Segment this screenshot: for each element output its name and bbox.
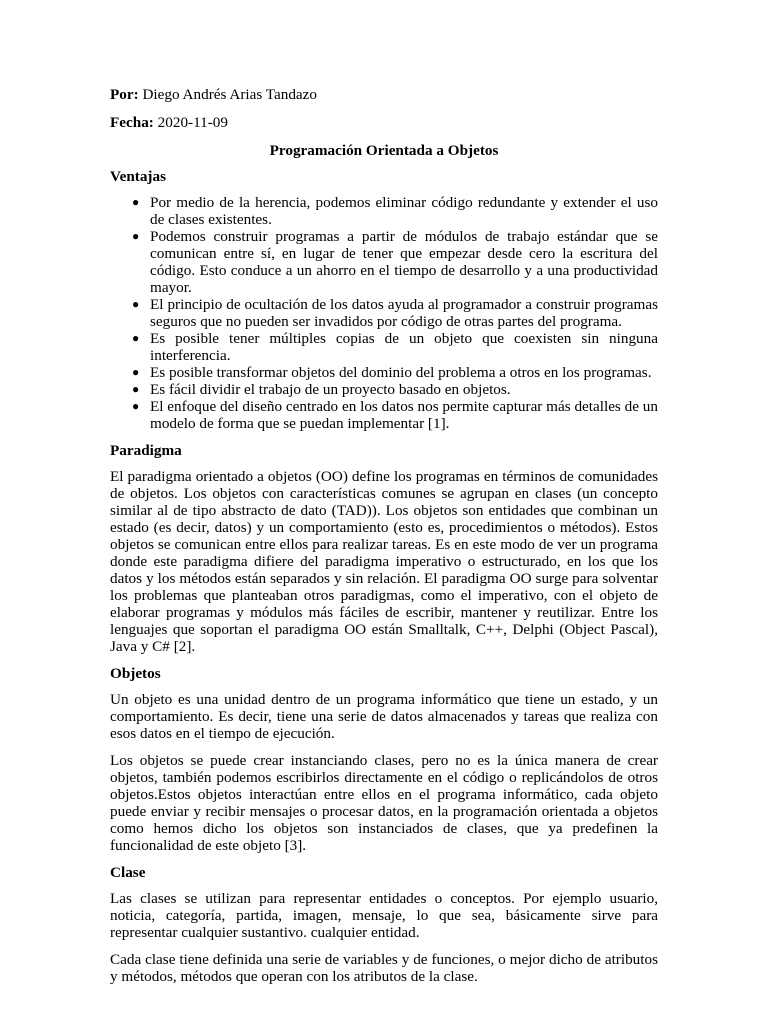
list-item <box>132 398 658 432</box>
list-item <box>132 194 658 228</box>
author-line <box>110 86 658 103</box>
date-label: Fecha: <box>110 114 154 131</box>
bullet-icon: ● <box>132 365 140 379</box>
bullet-icon: ● <box>132 229 140 243</box>
list-item <box>132 364 658 381</box>
author-label: Por: <box>110 86 139 103</box>
list-item-text: Es posible transformar objetos del dominio del problema a otros en los programas. <box>150 364 652 381</box>
heading-objetos: Objetos <box>110 665 161 682</box>
bullet-icon: ● <box>132 399 140 413</box>
list-item <box>132 381 658 398</box>
list-item <box>132 228 658 296</box>
author-value: Diego Andrés Arias Tandazo <box>142 86 318 103</box>
clase-paragraph-1: Las clases se utilizan para representar entidades o conceptos. Por ejemplo usuario, noticia, categoría, partida, imagen, mensaje, lo que sea, básicamente sirve para representar cualquier sustantivo. cualquier entidad. <box>110 890 658 941</box>
objetos-paragraph-2: Los objetos se puede crear instanciando clases, pero no es la única manera de crear objetos, también podemos escribirlos directamente en el código o replicándolos de otros objetos.Estos objetos interactúan entre ellos en el programa informático, cada objeto puede enviar y recibir mensajes o procesar datos, en la programación orientada a objetos como hemos dicho los objetos son instanciados de clases, que ya predefinen la funcionalidad de este objeto [3]. <box>110 752 658 854</box>
bullet-icon: ● <box>132 297 140 311</box>
bullet-icon: ● <box>132 195 140 209</box>
list-item-text: Por medio de la herencia, podemos eliminar código redundante y extender el uso de clases existentes. <box>150 194 658 228</box>
list-item-text: El enfoque del diseño centrado en los datos nos permite capturar más detalles de un modelo de forma que se puedan implementar [1]. <box>150 398 658 432</box>
ventajas-list <box>110 194 658 432</box>
clase-paragraph-2: Cada clase tiene definida una serie de variables y de funciones, o mejor dicho de atributos y métodos, métodos que operan con los atributos de la clase. <box>110 951 658 985</box>
date-value: 2020-11-09 <box>157 114 228 131</box>
heading-clase: Clase <box>110 864 146 881</box>
list-item-text: El principio de ocultación de los datos ayuda al programador a construir programas seguros que no pueden ser invadidos por código de otras partes del programa. <box>150 296 658 330</box>
paradigma-paragraph: El paradigma orientado a objetos (OO) define los programas en términos de comunidades de objetos. Los objetos con características comunes se agrupan en clases (un concepto similar al de tipo abstracto de dato (TAD)). Los objetos son entidades que combinan un estado (es decir, datos) y un comportamiento (esto es, procedimientos o métodos). Estos objetos se comunican entre ellos para realizar tareas. Es en este modo de ver un programa donde este paradigma difiere del paradigma imperativo o estructurado, en los que los datos y los métodos están separados y sin relación. El paradigma OO surge para solventar los problemas que planteaban otros paradigmas, como el imperativo, con el objeto de elaborar programas y módulos más fáciles de escribir, mantener y reutilizar. Entre los lenguajes que soportan el paradigma OO están Smalltalk, C++, Delphi (Object Pascal), Java y C# [2]. <box>110 468 658 655</box>
document-title: Programación Orientada a Objetos <box>269 142 499 159</box>
list-item-text: Es fácil dividir el trabajo de un proyecto basado en objetos. <box>150 381 511 398</box>
heading-ventajas: Ventajas <box>110 168 166 185</box>
list-item <box>132 296 658 330</box>
list-item-text: Es posible tener múltiples copias de un objeto que coexisten sin ninguna interferencia. <box>150 330 658 364</box>
objetos-paragraph-1: Un objeto es una unidad dentro de un programa informático que tiene un estado, y un comportamiento. Es decir, tiene una serie de datos almacenados y tareas que realiza con esos datos en el tiempo de ejecución. <box>110 691 658 742</box>
list-item <box>132 330 658 364</box>
heading-paradigma: Paradigma <box>110 442 182 459</box>
date-line <box>110 114 658 131</box>
bullet-icon: ● <box>132 331 140 345</box>
bullet-icon: ● <box>132 382 140 396</box>
list-item-text: Podemos construir programas a partir de módulos de trabajo estándar que se comunican entre sí, en lugar de tener que empezar desde cero la escritura del código. Esto conduce a un ahorro en el tiempo de desarrollo y a una productividad mayor. <box>150 228 658 296</box>
